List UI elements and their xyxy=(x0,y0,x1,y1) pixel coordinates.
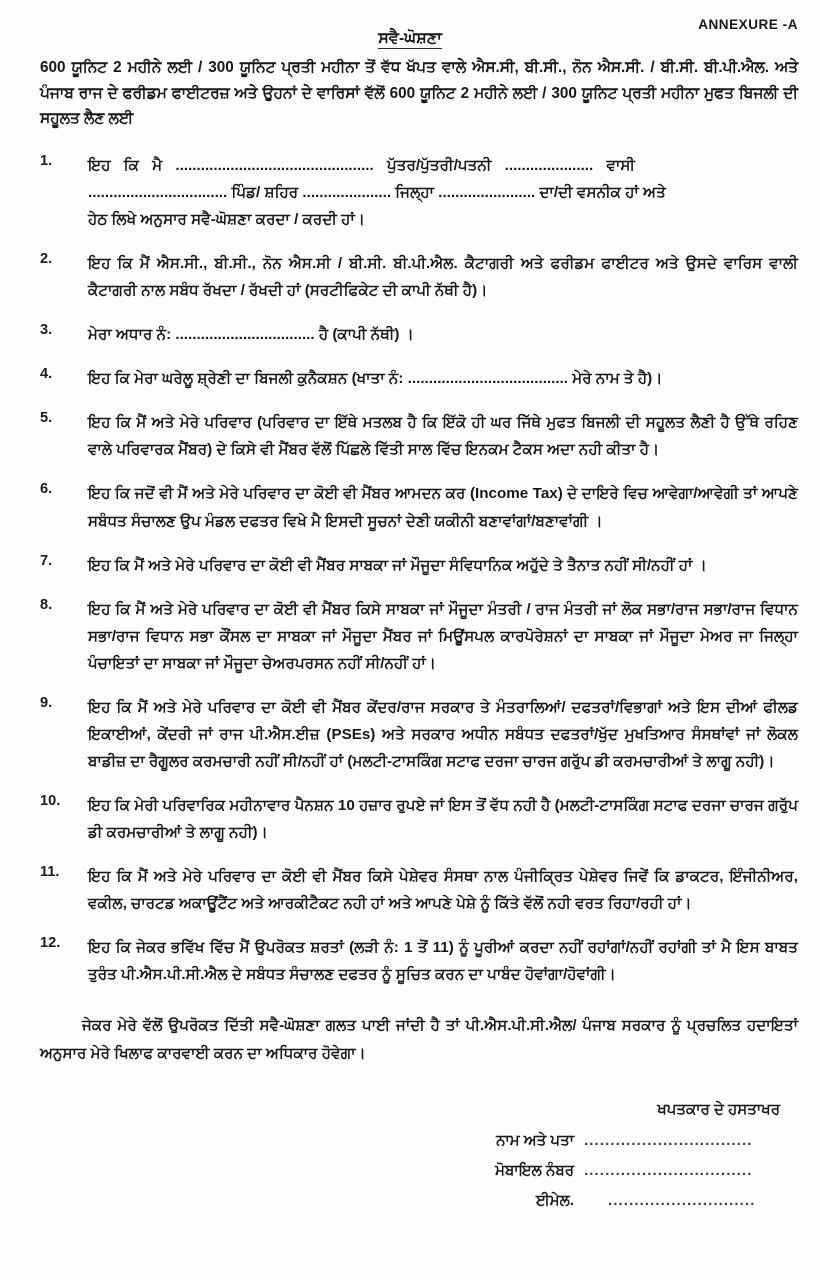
closing-text: ਜੇਕਰ ਮੇਰੇ ਵੱਲੋਂ ਉਪਰੋਕਤ ਦਿੱਤੀ ਸਵੈ-ਘੋਸ਼ਣਾ ਗਲਤ ਪਾਈ ਜਾਂਦੀ ਹੈ ਤਾਂ ਪੀ.ਐਸ.ਪੀ.ਸੀ.ਐਲ/ ਪੰਜਾਬ ਸਰਕਾਰ ਨੂੰ ਪ੍ਰਚਲਿਤ ਹਦਾਇਤਾਂ ਅਨੁਸਾਰ ਮੇਰੇ ਖਿਲਾਫ ਕਾਰਵਾਈ ਕਰਨ ਦਾ ਅਧਿਕਾਰ ਹੋਵੇਗਾ। xyxy=(40,1017,798,1062)
field-label: ਮੋਬਾਇਲ ਨੰਬਰ xyxy=(495,1161,574,1179)
page-title xyxy=(0,0,820,48)
clause-text: ਇਹ ਕਿ ਮੈਂ ਐਸ.ਸੀ., ਬੀ.ਸੀ., ਨੋਨ ਐਸ.ਸੀ / ਬੀ.ਸੀ. ਬੀ.ਪੀ.ਐਲ. ਕੈਟਾਗਰੀ ਅਤੇ ਫਰੀਡਮ ਫਾਈਟਰ ਅਤੇ ਉਸਦੇ ਵਾਰਿਸ ਵਾਲੀ ਕੈਟਾਗਰੀ ਨਾਲ ਸਬੰਧ ਰੱਖਦਾ / ਰੱਖਦੀ ਹਾਂ (ਸਰਟੀਫਿਕੇਟ ਦੀ ਕਾਪੀ ਨੱਥੀ ਹੈ)। xyxy=(88,255,798,300)
clause-text: ਇਹ ਕਿ ਮੈਂ ਅਤੇ ਮੇਰੇ ਪਰਿਵਾਰ ਦਾ ਕੋਈ ਵੀ ਮੈਂਬਰ ਕਿਸੇ ਸਾਬਕਾ ਜਾਂ ਮੌਜੂਦਾ ਮੰਤਰੀ / ਰਾਜ ਮੰਤਰੀ ਜਾਂ ਲੋਕ ਸਭਾ/ਰਾਜ ਸਭਾ/ਰਾਜ ਵਿਧਾਨ ਸਭਾ/ਰਾਜ ਵਿਧਾਨ ਸਭਾ ਕੌਂਸਲ ਦਾ ਸਾਬਕਾ ਜਾਂ ਮੌਜੂਦਾ ਮੈਂਬਰ ਜਾਂ ਮਿਊਂਸਪਲ ਕਾਰਪੋਰੇਸ਼ਨਾਂ ਦਾ ਸਾਬਕਾ ਜਾਂ ਮੌਜੂਦਾ ਮੇਅਰ ਜਾ ਜਿਲ੍ਹਾ ਪੰਚਾਇਤਾਂ ਦਾ ਸਾਬਕਾ ਜਾਂ ਮੌਜੂਦਾ ਚੇਅਰਪਰਸਨ ਨਹੀਂ ਸੀ/ਨਹੀਂ ਹਾਂ। xyxy=(88,600,798,672)
signature-field-name-address xyxy=(0,1132,780,1149)
clause-text: ਮੇਰਾ ਅਧਾਰ ਨੰ: ................................. ਹੈ (ਕਾਪੀ ਨੱਥੀ) । xyxy=(88,326,414,344)
clause-text: ਇਹ ਕਿ ਮੈਂ ਅਤੇ ਮੇਰੇ ਪਰਿਵਾਰ (ਪਰਿਵਾਰ ਦਾ ਇੱਥੇ ਮਤਲਬ ਹੈ ਕਿ ਇੱਕੋ ਹੀ ਘਰ ਜਿੱਥੇ ਮੁਫਤ ਬਿਜਲੀ ਦੀ ਸਹੂਲਤ ਲੈਣੀ ਹੈ ਉੱਥੇ ਰਹਿਣ ਵਾਲੇ ਪਰਿਵਾਰਕ ਮੈਂਬਰ) ਦੇ ਕਿਸੇ ਵੀ ਮੈਂਬਰ ਵੱਲੋਂ ਪਿੱਛਲੇ ਵਿੱਤੀ ਸਾਲ ਵਿੱਚ ਇਨਕਮ ਟੈਕਸ ਅਦਾ ਨਹੀ ਕੀਤਾ ਹੈ। xyxy=(88,414,798,459)
intro-paragraph: 600 ਯੂਨਿਟ 2 ਮਹੀਨੇ ਲਈ / 300 ਯੂਨਿਟ ਪ੍ਰਤੀ ਮਹੀਨਾ ਤੋਂ ਵੱਧ ਖੱਪਤ ਵਾਲੇ ਐਸ.ਸੀ, ਬੀ.ਸੀ., ਨੋਨ ਐਸ.ਸੀ. / ਬੀ.ਸੀ. ਬੀ.ਪੀ.ਐਲ. ਅਤੇ ਪੰਜਾਬ ਰਾਜ ਦੇ ਫਰੀਡਮ ਫਾਈਟਰਜ਼ ਅਤੇ ਉਹਨਾਂ ਦੇ ਵਾਰਿਸਾਂ ਵੱਲੋਂ 600 ਯੂਨਿਟ 2 ਮਹੀਨੇ ਲਈ / 300 ਯੂਨਿਟ ਪ੍ਰਤੀ ਮਹੀਨਾ ਮੁਫਤ ਬਿਜਲੀ ਦੀ ਸਹੂਲਤ ਲੈਣ ਲਈ xyxy=(40,59,798,128)
clause-item xyxy=(40,480,798,534)
clause-number: 8. xyxy=(40,596,53,613)
clause-text: ਇਹ ਕਿ ਮੈਂ ਅਤੇ ਮੇਰੇ ਪਰਿਵਾਰ ਦਾ ਕੋਈ ਵੀ ਮੈਂਬਰ ਕੇਂਦਰ/ਰਾਜ ਸਰਕਾਰ ਤੇ ਮੰਤਰਾਲਿਆਂ/ ਦਫਤਰਾਂ/ਵਿਭਾਗਾਂ ਅਤੇ ਇਸ ਦੀਆਂ ਫੀਲਡ ਇਕਾਈਆਂ, ਕੇਂਦਰੀ ਜਾਂ ਰਾਜ ਪੀ.ਐਸ.ਈਜ਼ (PSEs) ਅਤੇ ਸਰਕਾਰ ਅਧੀਨ ਸਬੰਧਤ ਦਫਤਰਾਂ/ਖੁੱਦ ਮੁਖਤਿਆਰ ਸੰਸਥਾਂਵਾਂ ਜਾਂ ਲੋਕਲ ਬਾਡੀਜ਼ ਦਾ ਰੈਗੂਲਰ ਕਰਮਚਾਰੀ ਨਹੀਂ ਸੀ/ਨਹੀਂ ਹਾਂ (ਮਲਟੀ-ਟਾਸਕਿੰਗ ਸਟਾਫ ਦਰਜਾ ਚਾਰਜ ਗਰੁੱਪ ਡੀ ਕਰਮਚਾਰੀਆਂ ਤੇ ਲਾਗੂ ਨਹੀ)। xyxy=(88,698,798,770)
clause-number: 7. xyxy=(40,552,53,569)
field-label: ਨਾਮ ਅਤੇ ਪਤਾ xyxy=(496,1131,574,1149)
clause-number: 5. xyxy=(40,410,53,427)
clause-item xyxy=(40,250,798,304)
clause-item xyxy=(40,934,798,988)
field-label: ਈਮੇਲ. xyxy=(535,1191,574,1209)
clause-text: ਇਹ ਕਿ ਜਦੋਂ ਵੀ ਮੈਂ ਅਤੇ ਮੇਰੇ ਪਰਿਵਾਰ ਦਾ ਕੋਈ ਵੀ ਮੈਂਬਰ ਆਮਦਨ ਕਰ (Income Tax) ਦੇ ਦਾਇਰੇ ਵਿਚ ਆਵੇਗਾ/ਆਵੇਗੀ ਤਾਂ ਆਪਣੇ ਸਬੰਧਤ ਸੰਚਾਲਣ ਉਪ ਮੰਡਲ ਦਫਤਰ ਵਿਖੇ ਮੈ ਇਸਦੀ ਸੂਚਨਾਂ ਦੇਣੀ ਯਕੀਨੀ ਬਣਾਵਾਂਗਾਂ/ਬਣਾਵਾਂਗੀ । xyxy=(88,485,798,530)
clause-line: ਇਹ ਕਿ ਮੈ ............................................... ਪੁੱਤਰ/ਪੁੱਤਰੀ/ਪਤਨੀ ..................... ਵਾਸੀ xyxy=(88,157,636,175)
clause-item xyxy=(40,596,798,677)
clause-item xyxy=(40,321,798,348)
signature-field-email xyxy=(0,1192,780,1209)
clause-text: ਇਹ ਕਿ ਮੈਂ ਅਤੇ ਮੇਰੇ ਪਰਿਵਾਰ ਦਾ ਕੋਈ ਵੀ ਮੈਂਬਰ ਸਾਬਕਾ ਜਾਂ ਮੌਜੂਦਾ ਸੰਵਿਧਾਨਿਕ ਅਹੁੱਦੇ ਤੇ ਤੈਨਾਤ ਨਹੀਂ ਸੀ/ਨਹੀਂ ਹਾਂ । xyxy=(88,556,707,574)
clause-text: ਇਹ ਕਿ ਮੇਰੀ ਪਰਿਵਾਰਿਕ ਮਹੀਨਾਵਾਰ ਪੈਨਸ਼ਨ 10 ਹਜ਼ਾਰ ਰੁਪਏ ਜਾਂ ਇਸ ਤੋਂ ਵੱਧ ਨਹੀ ਹੈ (ਮਲਟੀ-ਟਾਸਕਿੰਗ ਸਟਾਫ ਦਰਜਾ ਚਾਰਜ ਗਰੁੱਪ ਡੀ ਕਰਮਚਾਰੀਆਂ ਤੇ ਲਾਗੂ ਨਹੀ)। xyxy=(88,796,798,841)
clause-number: 11. xyxy=(40,864,60,880)
signature-title: ਖਪਤਕਾਰ ਦੇ ਹਸਤਾਖਰ xyxy=(657,1100,780,1118)
clause-item xyxy=(40,863,798,917)
clause-number: 2. xyxy=(40,251,53,268)
page-title-text: ਸਵੈ-ਘੋਸ਼ਣਾ xyxy=(378,30,442,47)
clause-item xyxy=(40,792,798,846)
clause-text xyxy=(88,152,798,233)
clause-line: ................................. ਪਿੰਡ/ ਸ਼ਹਿਰ ..................... ਜਿਲ੍ਹਾ ....................... ਦਾ/ਦੀ ਵਸਨੀਕ ਹਾਂ ਅਤੇ xyxy=(88,184,666,202)
clause-text: ਇਹ ਕਿ ਮੈਂ ਅਤੇ ਮੇਰੇ ਪਰਿਵਾਰ ਦਾ ਕੋਈ ਵੀ ਮੈਂਬਰ ਕਿਸੇ ਪੇਸ਼ੇਵਰ ਸੰਸਥਾ ਨਾਲ ਪੰਜੀਕ੍ਰਿਤ ਪੇਸ਼ੇਵਰ ਜਿਵੇਂ ਕਿ ਡਾਕਟਰ, ਇੰਜੀਨੀਅਰ, ਵਕੀਲ, ਚਾਰਟਡ ਅਕਾਊਂਟੈਂਟ ਅਤੇ ਆਰਕੀਟੈਕਟ ਨਹੀ ਹਾਂ ਅਤੇ ਆਪਣੇ ਪੇਸ਼ੇ ਨੂੰ ਕਿੱਤੇ ਵੱਲੋਂ ਨਹੀ ਵਰਤ ਰਿਹਾ/ਰਹੀ ਹਾਂ। xyxy=(88,868,798,913)
clause-item xyxy=(40,694,798,775)
field-blank-line[interactable]: ............................ xyxy=(608,1191,756,1209)
clause-line: ਹੇਠ ਲਿਖੇ ਅਨੁਸਾਰ ਸਵੈ-ਘੋਸ਼ਣਾ ਕਰਦਾ / ਕਰਦੀ ਹਾਂ। xyxy=(88,211,366,229)
field-blank-line[interactable]: ................................ xyxy=(584,1161,753,1179)
clause-text: ਇਹ ਕਿ ਮੇਰਾ ਘਰੇਲੂ ਸ਼੍ਰੇਣੀ ਦਾ ਬਿਜਲੀ ਕੁਨੈਕਸ਼ਨ (ਖਾਤਾ ਨੰ: ...................................... ਮੇਰੇ ਨਾਮ ਤੇ ਹੈ)। xyxy=(88,370,663,388)
clause-text: ਇਹ ਕਿ ਜੇਕਰ ਭਵਿੱਖ ਵਿੱਚ ਮੈਂ ਉਪਰੋਕਤ ਸ਼ਰਤਾਂ (ਲੜੀ ਨੰ: 1 ਤੋਂ 11) ਨੂੰ ਪੂਰੀਆਂ ਕਰਦਾ ਨਹੀਂ ਰਹਾਂਗਾਂ/ਨਹੀਂ ਰਹਾਂਗੀ ਤਾਂ ਮੈ ਇਸ ਬਾਬਤ ਤੁਰੰਤ ਪੀ.ਐਸ.ਪੀ.ਸੀ.ਐਲ ਦੇ ਸਬੰਧਤ ਸੰਚਾਲਣ ਦਫਤਰ ਨੂੰ ਸੂਚਿਤ ਕਰਨ ਦਾ ਪਾਬੰਦ ਹੋਵਾਂਗਾ/ਹੋਵਾਂਗੀ। xyxy=(88,939,798,984)
clause-number: 1. xyxy=(40,153,53,170)
clause-item xyxy=(40,365,798,392)
clause-item xyxy=(40,552,798,579)
closing-paragraph xyxy=(40,1012,798,1067)
clause-number: 10. xyxy=(40,792,61,809)
signature-block xyxy=(0,1101,820,1209)
clause-item xyxy=(40,152,798,233)
clause-item xyxy=(40,409,798,463)
clause-number: 12. xyxy=(40,935,61,952)
clause-number: 4. xyxy=(40,366,53,383)
field-blank-line[interactable]: ................................ xyxy=(584,1131,753,1149)
clause-number: 3. xyxy=(40,322,53,339)
signature-field-mobile-number xyxy=(0,1162,780,1179)
clause-number: 6. xyxy=(40,481,53,498)
annexure-label: ANNEXURE -A xyxy=(698,17,798,32)
clause-number: 9. xyxy=(40,694,53,711)
clause-list xyxy=(40,152,798,988)
